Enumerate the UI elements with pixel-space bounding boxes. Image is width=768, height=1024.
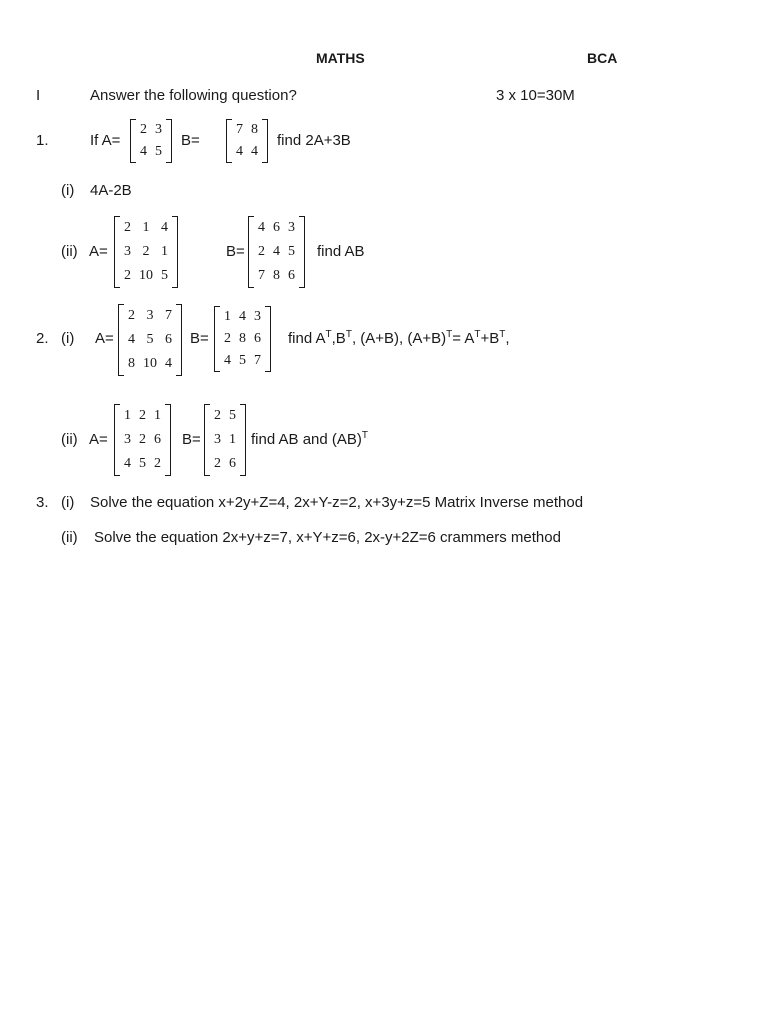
q1-ii-matrix-a (114, 216, 178, 288)
matrix-body (120, 216, 172, 288)
matrix-cell: 8 (128, 356, 135, 371)
matrix-cell: 2 (128, 308, 135, 323)
matrix-cell: 4 (128, 332, 135, 347)
q1-ii-b-label: B= (226, 243, 245, 260)
matrix-row (124, 304, 176, 328)
q2-i-eq: = A (452, 330, 475, 347)
transpose-mark: T (345, 329, 352, 340)
matrix-cell: 5 (229, 408, 236, 423)
matrix-row (210, 452, 240, 476)
matrix-row (120, 428, 165, 452)
matrix-cell: 4 (236, 144, 243, 159)
q2-ii-suffix: find AB and (AB) (251, 431, 362, 448)
right-bracket (176, 304, 182, 376)
matrix-row (120, 452, 165, 476)
matrix-row (254, 264, 299, 288)
right-bracket (166, 119, 172, 163)
matrix-cell: 2 (124, 220, 131, 235)
right-bracket (262, 119, 268, 163)
matrix-row (120, 240, 172, 264)
matrix-cell: 5 (288, 244, 295, 259)
matrix-cell: 7 (165, 308, 172, 323)
matrix-cell: 2 (214, 456, 221, 471)
section-instruction: Answer the following question? (90, 87, 297, 104)
matrix-cell: 7 (258, 268, 265, 283)
transpose-mark: T (474, 329, 481, 340)
matrix-cell: 10 (139, 268, 153, 283)
matrix-cell: 4 (140, 144, 147, 159)
matrix-cell: 1 (229, 432, 236, 447)
q2-i-find-1: find A (288, 330, 326, 347)
q1-matrix-b (226, 119, 268, 163)
matrix-cell: 6 (229, 456, 236, 471)
matrix-cell: 3 (288, 220, 295, 235)
matrix-cell: 10 (143, 356, 157, 371)
transpose-mark: T (325, 329, 332, 340)
matrix-cell: 5 (161, 268, 168, 283)
matrix-cell: 6 (288, 268, 295, 283)
matrix-cell: 4 (224, 353, 231, 368)
right-bracket (165, 404, 171, 476)
right-bracket (299, 216, 305, 288)
matrix-cell: 3 (124, 432, 131, 447)
matrix-row (124, 352, 176, 376)
q1-number: 1. (36, 132, 49, 149)
matrix-cell: 3 (254, 309, 261, 324)
matrix-cell: 3 (146, 308, 154, 323)
q1-matrix-a (130, 119, 172, 163)
q2-i-end: , (505, 330, 510, 347)
q2-ii-text (251, 431, 368, 449)
matrix-row (220, 350, 265, 372)
matrix-cell: 4 (239, 309, 246, 324)
matrix-row (220, 306, 265, 328)
matrix-row (220, 328, 265, 350)
matrix-body (232, 119, 262, 163)
q1-ii-a-label: A= (89, 243, 108, 260)
matrix-cell: 2 (139, 408, 146, 423)
q2-i-find-2: , (A+B), (A+B) (351, 330, 447, 347)
matrix-cell: 4 (251, 144, 258, 159)
q1-a-label: If A= (90, 132, 121, 149)
matrix-row (254, 240, 299, 264)
matrix-row (136, 141, 166, 163)
matrix-cell: 6 (273, 220, 280, 235)
matrix-body (120, 404, 165, 476)
matrix-body (136, 119, 166, 163)
matrix-row (254, 216, 299, 240)
matrix-cell: 2 (224, 331, 231, 346)
q2-ii-matrix-a (114, 404, 171, 476)
right-bracket (265, 306, 271, 372)
matrix-cell: 3 (124, 244, 131, 259)
matrix-cell: 4 (165, 356, 172, 371)
matrix-row (120, 216, 172, 240)
q1-b-label: B= (181, 132, 200, 149)
matrix-body (254, 216, 299, 288)
matrix-cell: 1 (154, 408, 161, 423)
matrix-cell: 2 (124, 268, 131, 283)
matrix-row (124, 328, 176, 352)
matrix-cell: 3 (155, 122, 162, 137)
q1-i-text: 4A-2B (90, 182, 132, 199)
matrix-cell: 7 (254, 353, 261, 368)
matrix-cell: 1 (142, 220, 150, 235)
matrix-cell: 1 (161, 244, 168, 259)
course-title: BCA (587, 50, 618, 66)
matrix-cell: 5 (155, 144, 162, 159)
q2-i-matrix-a (118, 304, 182, 376)
section-marks: 3 x 10=30M (496, 87, 575, 104)
q3-i-label: (i) (61, 494, 75, 511)
matrix-cell: 2 (154, 456, 161, 471)
matrix-cell: 1 (224, 309, 231, 324)
matrix-cell: 2 (214, 408, 221, 423)
matrix-cell: 4 (161, 220, 168, 235)
right-bracket (172, 216, 178, 288)
transpose-mark: T (361, 430, 369, 441)
transpose-mark: T (446, 329, 453, 340)
q2-ii-matrix-b (204, 404, 246, 476)
q2-number: 2. (36, 330, 49, 347)
subject-title: MATHS (316, 50, 365, 66)
q1-ii-label: (ii) (61, 243, 78, 260)
q1-ii-matrix-b (248, 216, 305, 288)
q1-i-label: (i) (61, 182, 75, 199)
matrix-cell: 2 (142, 244, 150, 259)
q3-i-text: Solve the equation x+2y+Z=4, 2x+Y-z=2, x+3y+z=5 Matrix Inverse method (90, 494, 584, 511)
matrix-row (120, 264, 172, 288)
matrix-body (210, 404, 240, 476)
q2-i-label: (i) (61, 330, 75, 347)
matrix-row (232, 141, 262, 163)
matrix-row (210, 404, 240, 428)
q1-ii-suffix: find AB (317, 243, 365, 260)
matrix-cell: 5 (146, 332, 154, 347)
right-bracket (240, 404, 246, 476)
matrix-cell: 5 (139, 456, 146, 471)
q3-ii-label: (ii) (61, 529, 78, 546)
matrix-cell: 8 (239, 331, 246, 346)
matrix-cell: 2 (139, 432, 146, 447)
q2-i-a-label: A= (95, 330, 114, 347)
matrix-cell: 2 (140, 122, 147, 137)
matrix-cell: 7 (236, 122, 243, 137)
q2-i-comma-b: ,B (331, 330, 346, 347)
matrix-body (220, 306, 265, 372)
q3-number: 3. (36, 494, 49, 511)
matrix-cell: 4 (124, 456, 131, 471)
q2-ii-label: (ii) (61, 431, 78, 448)
matrix-cell: 1 (124, 408, 131, 423)
matrix-cell: 4 (273, 244, 280, 259)
matrix-row (136, 119, 166, 141)
q2-ii-b-label: B= (182, 431, 201, 448)
matrix-row (232, 119, 262, 141)
q2-i-matrix-b (214, 306, 271, 372)
q1-suffix: find 2A+3B (277, 132, 351, 149)
matrix-cell: 8 (251, 122, 258, 137)
matrix-body (124, 304, 176, 376)
matrix-cell: 5 (239, 353, 246, 368)
matrix-cell: 3 (214, 432, 221, 447)
q2-i-b-label: B= (190, 330, 209, 347)
transpose-mark: T (499, 329, 506, 340)
matrix-cell: 2 (258, 244, 265, 259)
q2-ii-a-label: A= (89, 431, 108, 448)
q3-ii-text: Solve the equation 2x+y+z=7, x+Y+z=6, 2x-y+2Z=6 crammers method (94, 529, 561, 546)
q2-i-plus-b: +B (480, 330, 500, 347)
matrix-cell: 8 (273, 268, 280, 283)
matrix-cell: 6 (254, 331, 261, 346)
matrix-row (120, 404, 165, 428)
matrix-cell: 6 (165, 332, 172, 347)
matrix-row (210, 428, 240, 452)
section-numeral: I (36, 87, 41, 104)
matrix-cell: 4 (258, 220, 265, 235)
matrix-cell: 6 (154, 432, 161, 447)
q2-i-text (288, 330, 510, 348)
